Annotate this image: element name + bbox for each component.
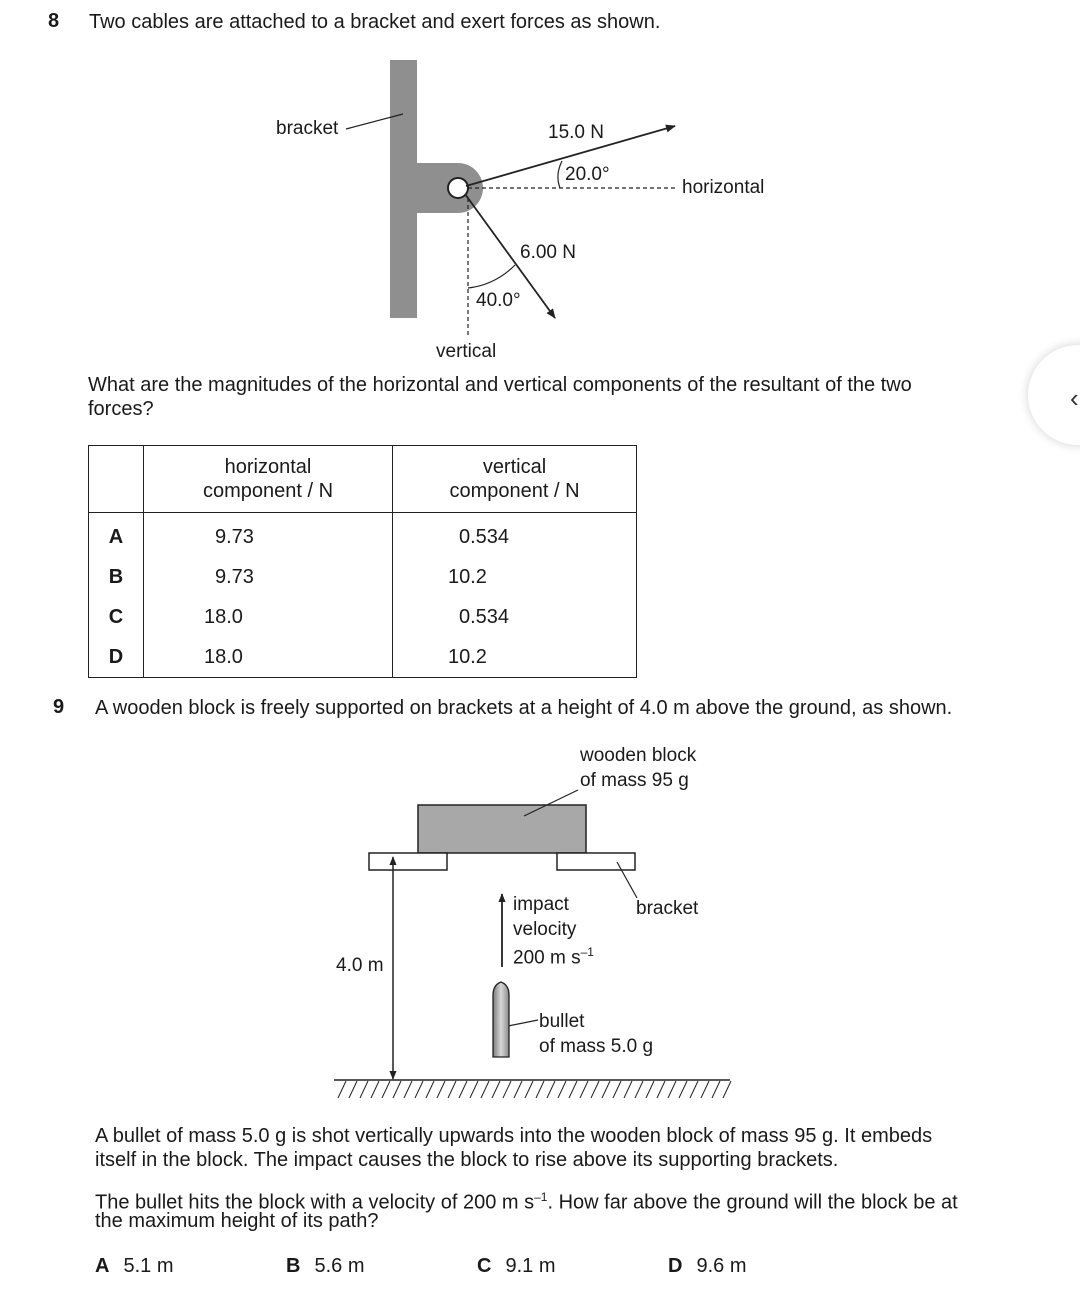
answer-option-d[interactable] xyxy=(668,1255,746,1278)
impact-label-line2: velocity xyxy=(513,919,577,940)
ground-hatch-line xyxy=(503,1081,511,1098)
ground-hatch-line xyxy=(404,1081,412,1098)
option-letter: A xyxy=(89,513,144,558)
impact-velocity-value: 200 m s xyxy=(513,947,581,969)
horizontal-value: 18.0 xyxy=(144,597,393,637)
option-letter: C xyxy=(89,597,144,637)
header-horizontal-line1: horizontal xyxy=(224,456,312,478)
ground-hatch-line xyxy=(393,1081,401,1098)
bullet-label-line1: bullet xyxy=(539,1011,585,1032)
block-label-line2: of mass 95 g xyxy=(580,770,689,791)
answer-option-a[interactable] xyxy=(95,1255,173,1278)
answer-value: 5.6 m xyxy=(314,1255,365,1277)
ground-hatch-line xyxy=(382,1081,390,1098)
ground-hatch-line xyxy=(360,1081,368,1098)
force-15n-label: 15.0 N xyxy=(548,122,604,143)
ground-hatch-line xyxy=(349,1081,357,1098)
ground-hatch-line xyxy=(679,1081,687,1098)
para2-text-b: . How far above the ground will the block be at xyxy=(547,1191,958,1214)
question-9-para1-line2: itself in the block. The impact causes the block to rise above its supporting brackets. xyxy=(95,1149,839,1171)
left-bracket xyxy=(369,853,447,870)
height-label: 4.0 m xyxy=(336,955,384,976)
question-9-para1-line1: A bullet of mass 5.0 g is shot vertically upwards into the wooden block of mass 95 g. It embeds xyxy=(95,1125,933,1147)
ground-hatch-line xyxy=(580,1081,588,1098)
chevron-left-icon: ‹ xyxy=(1070,383,1079,413)
block-label-line1: wooden block xyxy=(580,745,697,766)
ground-hatch-line xyxy=(569,1081,577,1098)
ground-hatch-line xyxy=(701,1081,709,1098)
header-horizontal-line2: component / N xyxy=(202,480,334,502)
bullet-label-line2: of mass 5.0 g xyxy=(539,1036,654,1057)
vertical-label: vertical xyxy=(436,341,497,362)
ground-hatch-line xyxy=(525,1081,533,1098)
horizontal-value: 18.0 xyxy=(144,637,393,678)
ground-hatch-line xyxy=(723,1081,731,1098)
answer-letter: C xyxy=(477,1255,492,1277)
ground-hatch-line xyxy=(470,1081,478,1098)
ground-hatch-line xyxy=(481,1081,489,1098)
question-9-para2-line2: the maximum height of its path? xyxy=(95,1210,379,1232)
ground-hatch-line xyxy=(415,1081,423,1098)
ground-hatch-line xyxy=(558,1081,566,1098)
option-letter: D xyxy=(89,637,144,678)
bullet xyxy=(493,982,509,1057)
bracket-label: bracket xyxy=(276,118,339,139)
ground-hatch-line xyxy=(338,1081,346,1098)
ground-hatch-line xyxy=(668,1081,676,1098)
answer-value: 5.1 m xyxy=(123,1255,174,1277)
ground-hatch-line xyxy=(613,1081,621,1098)
force-6n-label: 6.00 N xyxy=(520,242,576,263)
horizontal-label: horizontal xyxy=(682,177,765,198)
answer-value: 9.1 m xyxy=(505,1255,556,1277)
right-bracket xyxy=(557,853,635,870)
impact-label-line1: impact xyxy=(513,894,569,915)
answer-letter: A xyxy=(95,1255,110,1277)
answer-letter: B xyxy=(286,1255,301,1277)
ground-hatch-line xyxy=(371,1081,379,1098)
question-number-9: 9 xyxy=(53,696,65,718)
ground-hatch-line xyxy=(657,1081,665,1098)
vertical-value: 10.2 xyxy=(393,637,637,678)
ground-hatch-line xyxy=(514,1081,522,1098)
impact-velocity-exponent: –1 xyxy=(580,945,594,959)
ground-hatch-line xyxy=(536,1081,544,1098)
header-vertical-line1: vertical xyxy=(482,456,547,478)
question-8-stem: Two cables are attached to a bracket and exert forces as shown. xyxy=(89,11,661,33)
vertical-value: 0.534 xyxy=(393,597,637,637)
impact-label-line3 xyxy=(513,945,594,969)
angle-20-label: 20.0° xyxy=(565,164,610,185)
ground-hatch-line xyxy=(624,1081,632,1098)
ground-hatch-line xyxy=(646,1081,654,1098)
answer-value: 9.6 m xyxy=(696,1255,747,1277)
bracket-label-q9: bracket xyxy=(636,898,699,919)
ground-hatch-line xyxy=(591,1081,599,1098)
para2-text-a: The bullet hits the block with a velocity of 200 m s xyxy=(95,1191,535,1214)
ground-hatch-line xyxy=(690,1081,698,1098)
bullet-pointer xyxy=(508,1020,538,1026)
wooden-block xyxy=(418,805,586,853)
ground-hatch-line xyxy=(448,1081,456,1098)
answer-option-c[interactable] xyxy=(477,1255,555,1278)
answer-letter: D xyxy=(668,1255,683,1277)
ground-hatch-line xyxy=(437,1081,445,1098)
question-8-prompt-line1: What are the magnitudes of the horizontal and vertical components of the resultant of the two xyxy=(88,374,912,396)
ground-hatch-line xyxy=(712,1081,720,1098)
angle-40-label: 40.0° xyxy=(476,290,521,311)
ground-hatch-line xyxy=(602,1081,610,1098)
ground-hatch-line xyxy=(547,1081,555,1098)
question-9-stem: A wooden block is freely supported on brackets at a height of 4.0 m above the ground, as shown. xyxy=(95,697,953,719)
question-8-prompt-line2: forces? xyxy=(88,398,154,420)
ground-hatch-line xyxy=(426,1081,434,1098)
question-number-8: 8 xyxy=(48,10,60,32)
ground-hatch-line xyxy=(492,1081,500,1098)
option-letter: B xyxy=(89,557,144,597)
para2-exponent: –1 xyxy=(534,1190,548,1204)
ground-hatch-line xyxy=(459,1081,467,1098)
vertical-value: 0.534 xyxy=(393,513,637,558)
header-vertical-line2: component / N xyxy=(449,480,580,502)
horizontal-value: 9.73 xyxy=(144,557,393,597)
ground-hatching xyxy=(338,1081,731,1098)
vertical-value: 10.2 xyxy=(393,557,637,597)
ground-hatch-line xyxy=(635,1081,643,1098)
horizontal-value: 9.73 xyxy=(144,513,393,558)
answer-option-b[interactable] xyxy=(286,1255,364,1278)
